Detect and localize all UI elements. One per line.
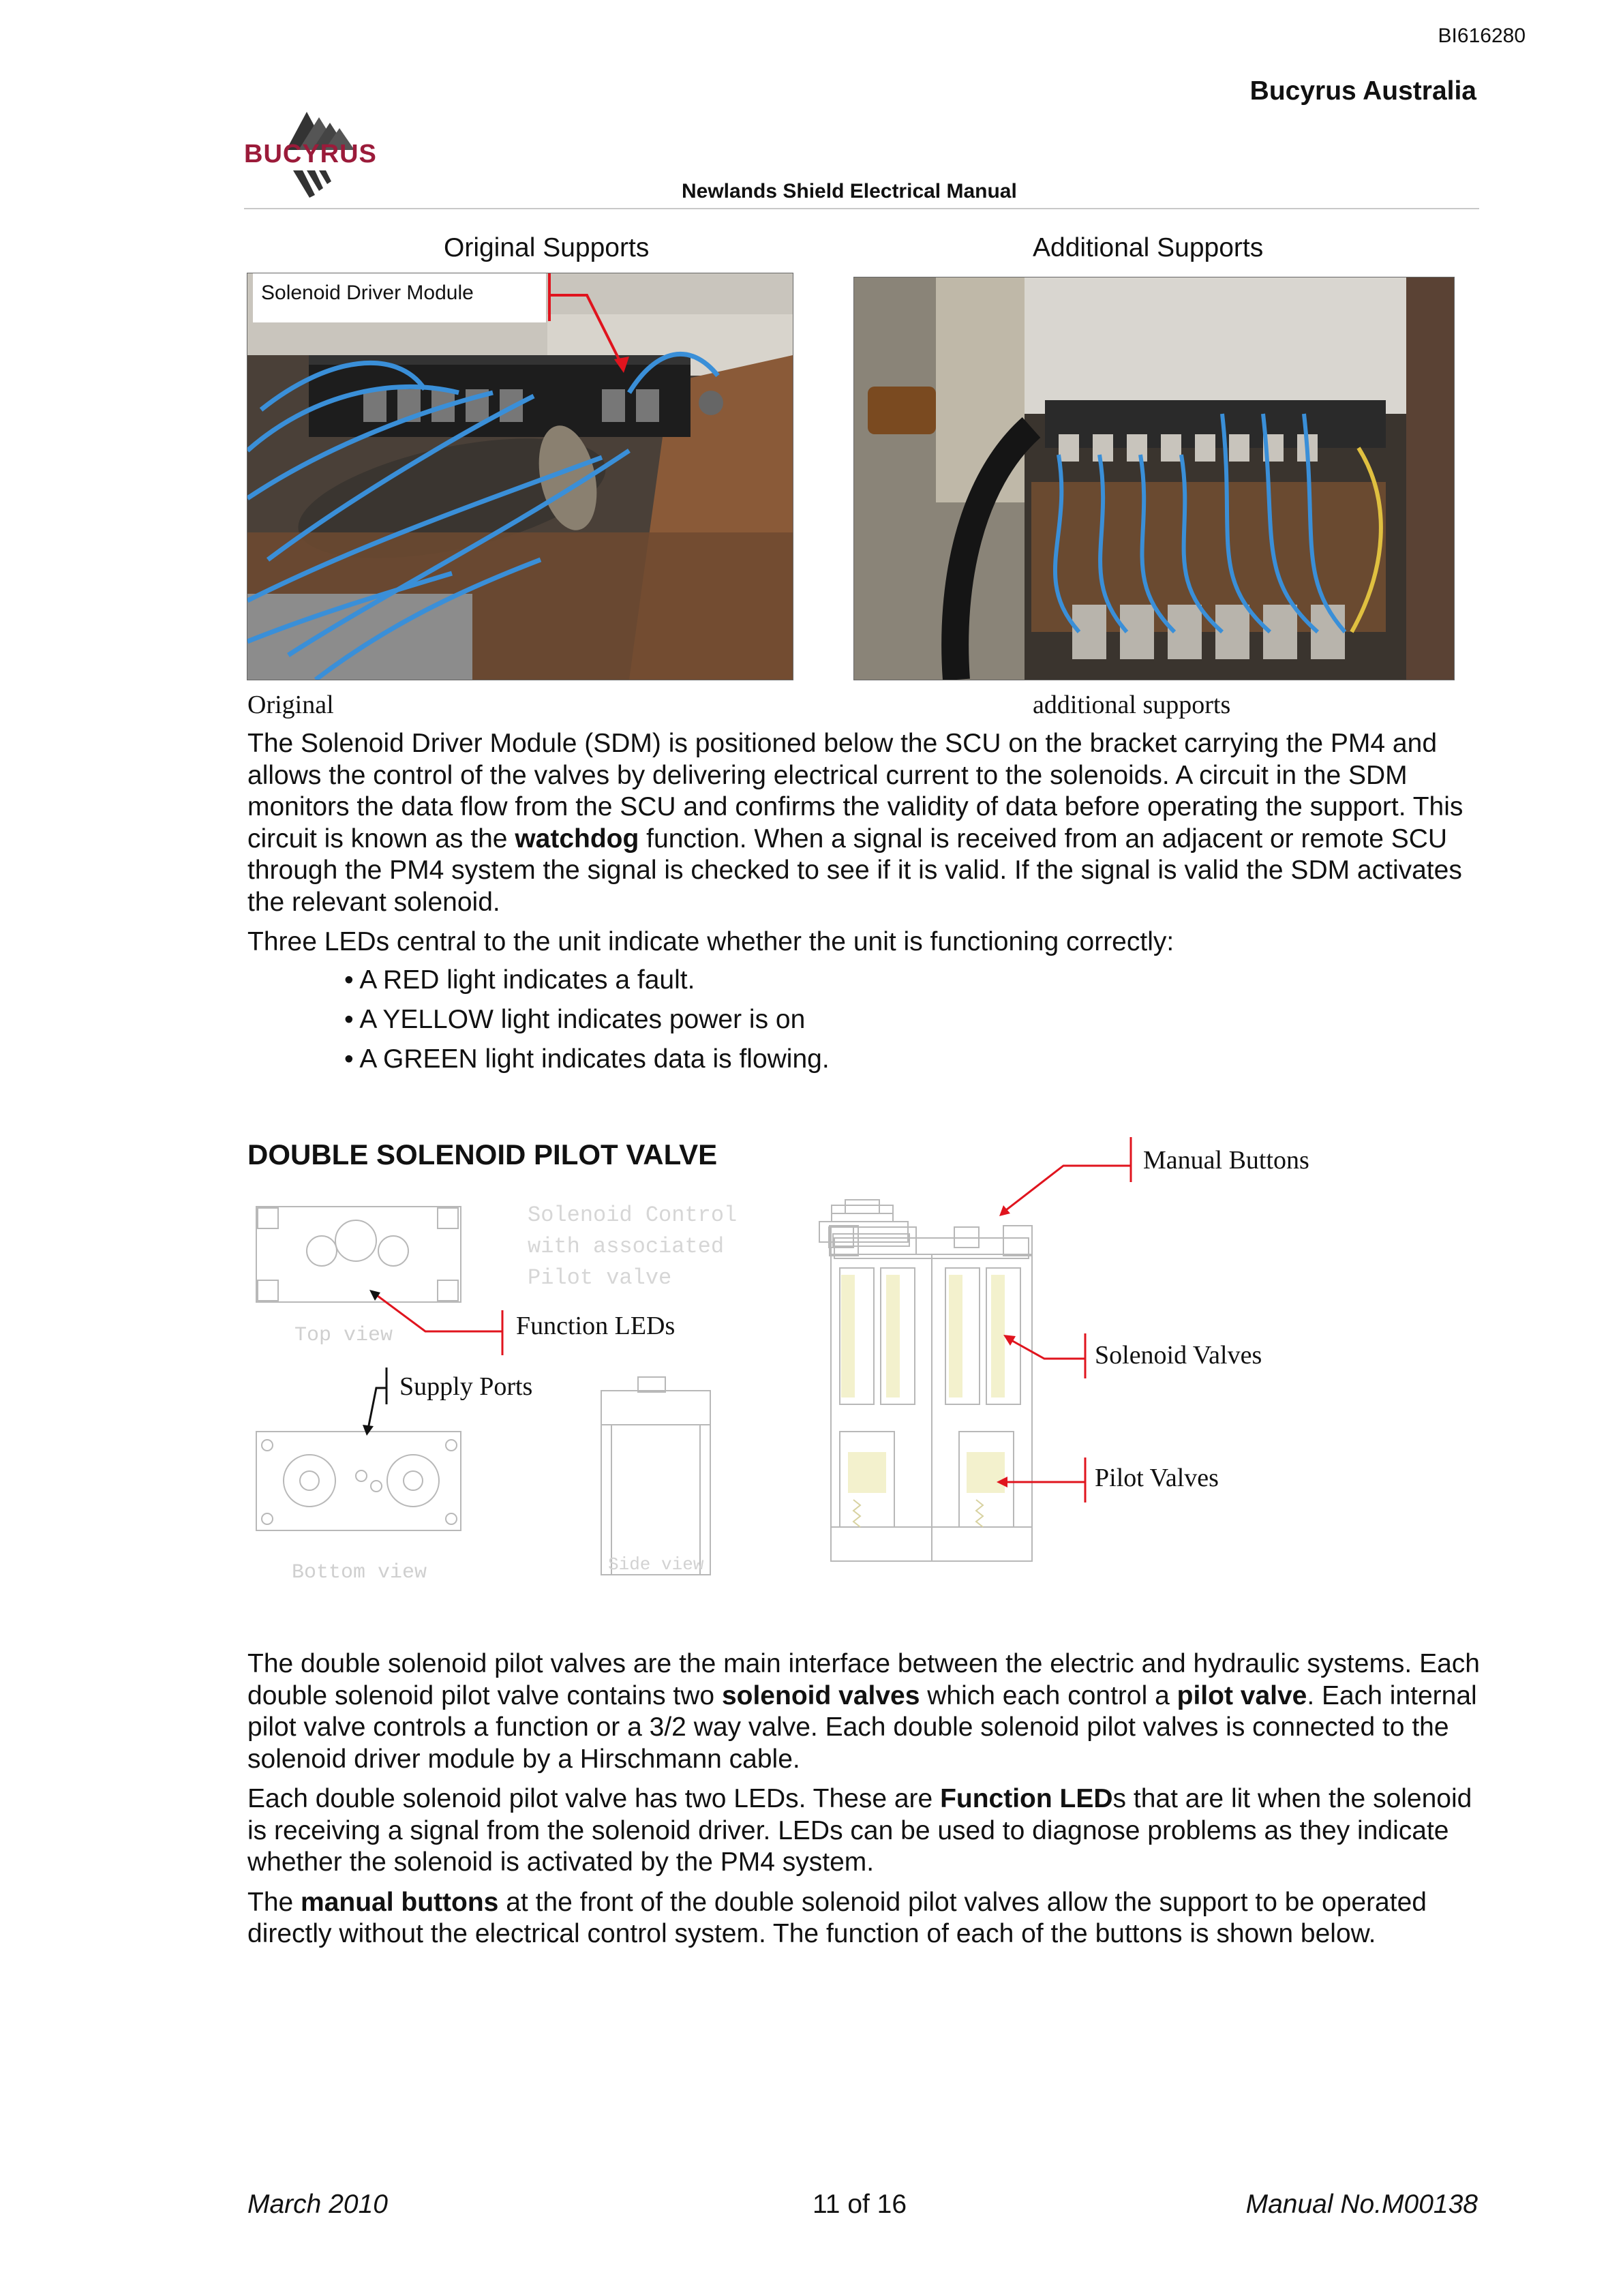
logo-text: BUCYRUS [244, 140, 377, 168]
section-heading: DOUBLE SOLENOID PILOT VALVE [247, 1138, 718, 1170]
document-id: BI616280 [1438, 25, 1526, 47]
bottom-view-faint-label: Bottom view [292, 1561, 427, 1584]
footer-page-number: 11 of 16 [813, 2190, 907, 2219]
additional-supports-heading: Additional Supports [1033, 233, 1264, 262]
solenoid-driver-module-callout: Solenoid Driver Module [261, 282, 474, 304]
pilot-valves-label: Pilot Valves [1095, 1464, 1219, 1492]
sdm-paragraph: The Solenoid Driver Module (SDM) is positioned below the SCU on the bracket carrying the PM4 and allows the control of the valves by delivering electrical current to the solenoids. A circuit in the SDM monitors the data flow from the SCU and confirms the validity of data before operating the support. This circuit is known as the watchdog function. When a signal is received from an adjacent or remote SCU through the PM4 system the signal is checked to see if it is valid. If the signal is valid the SDM activates the relevant solenoid. [247, 729, 1463, 917]
function-leds-label: Function LEDs [516, 1312, 676, 1340]
company-name: Bucyrus Australia [1249, 76, 1476, 106]
footer-manual-number: Manual No.M00138 [1245, 2190, 1478, 2219]
additional-supports-photo [853, 277, 1455, 680]
manual-buttons-paragraph: The manual buttons at the front of the double solenoid pilot valves allow the support to be operated directly without the electrical control system. The function of each of the buttons is shown below. [247, 1887, 1427, 1948]
original-caption: Original [247, 691, 334, 719]
solenoid-valves-label: Solenoid Valves [1095, 1341, 1262, 1370]
bullet-yellow: • A YELLOW light indicates power is on [344, 1005, 806, 1034]
footer-date: March 2010 [247, 2190, 388, 2219]
pilot-valve-diagram [247, 1132, 1351, 1602]
leds-intro: Three LEDs central to the unit indicate whether the unit is functioning correctly: [247, 927, 1174, 956]
supply-ports-label: Supply Ports [399, 1372, 533, 1401]
bullet-green: • A GREEN light indicates data is flowing. [344, 1044, 830, 1074]
pilot-valve-description [247, 1648, 1483, 1959]
header-divider [244, 208, 1479, 209]
original-supports-heading: Original Supports [444, 233, 650, 262]
sdm-description [247, 728, 1483, 967]
original-supports-photo [247, 273, 793, 680]
top-view-faint-label: Top view [294, 1324, 393, 1347]
faint-diagram-note: Solenoid Control with associated Pilot valve [528, 1203, 738, 1290]
bullet-red: • A RED light indicates a fault. [344, 965, 695, 995]
manual-buttons-label: Manual Buttons [1143, 1146, 1309, 1175]
side-view-faint-label: Side view [608, 1554, 704, 1575]
interface-paragraph: The double solenoid pilot valves are the main interface between the electric and hydraulic systems. Each double solenoid pilot valve contains two solenoid valves which each control a pilot valve. Each internal pilot valve controls a function or a 3/2 way valve. Each double solenoid pilot valves is connected to the solenoid driver module by a Hirschmann cable. [247, 1649, 1480, 1774]
manual-title: Newlands Shield Electrical Manual [682, 180, 1017, 202]
bucyrus-logo [244, 108, 394, 203]
leds-paragraph: Each double solenoid pilot valve has two LEDs. These are Function LEDs that are lit when the solenoid is receiving a signal from the solenoid driver. LEDs can be used to diagnose problems as they indicate whether the solenoid is activated by the PM4 system. [247, 1784, 1472, 1877]
additional-supports-caption: additional supports [1033, 691, 1231, 719]
